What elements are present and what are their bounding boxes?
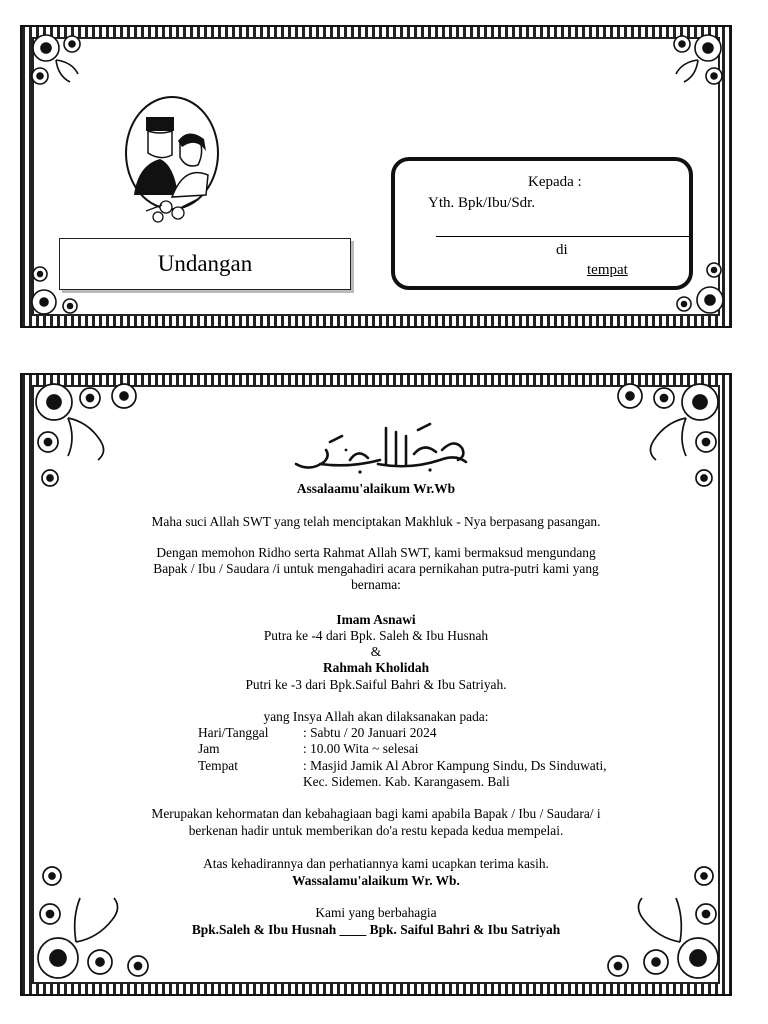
di-label: di [556, 242, 568, 258]
signatories: Bpk.Saleh & Ibu Husnah ____ Bpk. Saiful Bahri & Ibu Satriyah [191, 922, 561, 937]
bride-name: Rahmah Kholidah [322, 660, 430, 675]
corner-flower-ornament [648, 30, 728, 110]
tempat-label: tempat [587, 262, 628, 278]
greeting: Assalaamu'alaikum Wr.Wb [296, 481, 456, 496]
corner-flower-ornament [28, 378, 158, 498]
detail-value-place-line-2: Kec. Sidemen. Kab. Karangasem. Bali [303, 774, 510, 789]
addressee-name-line [436, 236, 690, 237]
addressee-label: Yth. Bpk/Ibu/Sdr. [428, 195, 536, 211]
detail-label-date: Hari/Tanggal [198, 725, 269, 740]
basmalah-calligraphy [290, 420, 476, 478]
invitation-title-box [59, 238, 351, 290]
opening-sentence: Maha suci Allah SWT yang telah menciptakan Makhluk - Nya berpasang pasangan. [151, 514, 601, 529]
honor-line-2: berkenan hadir untuk memberikan do'a restu kepada kedua mempelai. [188, 823, 564, 838]
corner-flower-ornament [26, 30, 106, 110]
detail-value-time: : 10.00 Wita ~ selesai [303, 741, 419, 756]
bride-parents: Putri ke -3 dari Bpk.Saiful Bahri & Ibu Satriyah. [245, 677, 507, 692]
thanks-line: Atas kehadirannya dan perhatiannya kami ucapkan terima kasih. [203, 856, 549, 871]
corner-flower-ornament [596, 378, 726, 498]
event-intro: yang Insya Allah akan dilaksanakan pada: [263, 709, 489, 724]
invitation-title: Undangan [157, 251, 253, 276]
to-label: Kepada : [528, 174, 582, 190]
closing-greeting: Wassalamu'alaikum Wr. Wb. [292, 873, 460, 888]
groom-name: Imam Asnawi [336, 612, 416, 627]
groom-parents: Putra ke -4 dari Bpk. Saleh & Ibu Husnah [263, 628, 489, 643]
detail-label-time: Jam [198, 741, 220, 756]
intro-line-2: Bapak / Ibu / Saudara /i untuk mengahadiri acara pernikahan putra-putri kami yang [153, 561, 599, 576]
detail-label-place: Tempat [198, 758, 238, 773]
couple-portrait-illustration [122, 95, 222, 230]
sign-intro: Kami yang berbahagia [315, 905, 437, 920]
ampersand: & [370, 644, 382, 659]
detail-value-date: : Sabtu / 20 Januari 2024 [303, 725, 437, 740]
honor-line-1: Merupakan kehormatan dan kebahagiaan bagi kami apabila Bapak / Ibu / Saudara/ i [151, 806, 601, 821]
intro-line-3: bernama: [351, 577, 401, 592]
intro-line-1: Dengan memohon Ridho serta Rahmat Allah SWT, kami bermaksud mengundang [156, 545, 596, 560]
detail-value-place: : Masjid Jamik Al Abror Kampung Sindu, Ds Sinduwati, [303, 758, 607, 773]
